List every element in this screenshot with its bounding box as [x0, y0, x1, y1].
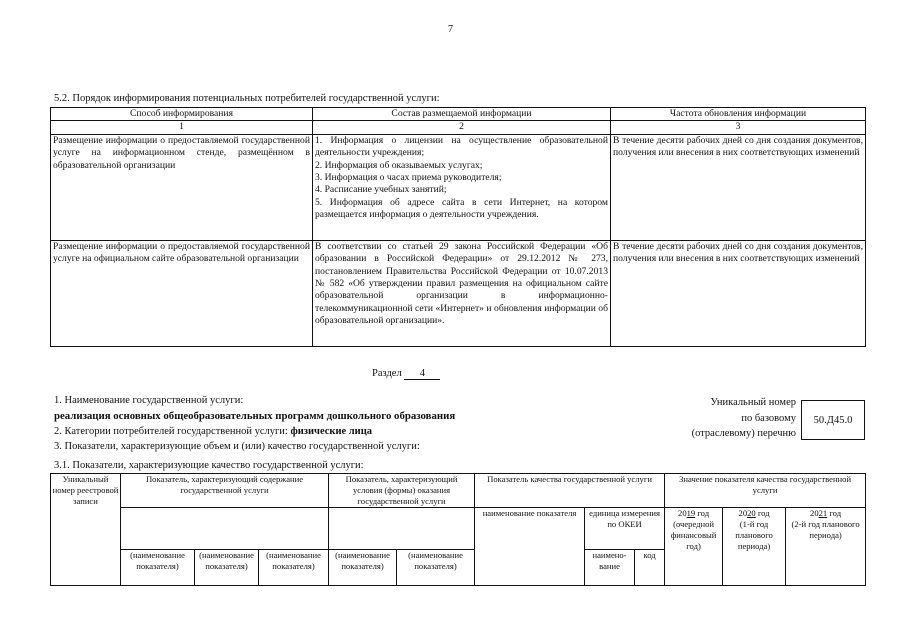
unique-number-label [692, 395, 796, 442]
unit-code: код [635, 550, 665, 586]
section-5-2-heading: 5.2. Порядок информирования потенциальных потребителей государственной услуги: [54, 93, 440, 104]
col-values: Значение показателя качества государственной услуги [665, 474, 866, 508]
consumers-label: 2. Категории потребителей государственной услуги: [54, 426, 288, 437]
content-line: 1. Информация о лицензии на осуществление образовательной деятельности учреждения; [315, 134, 608, 159]
unique-number-line: Уникальный номер [710, 397, 796, 408]
year-value: 19 [686, 508, 696, 518]
method-cell: Размещение информации о предоставляемой государственной услуге на официальном сайте образовательной организации [51, 240, 313, 346]
year-2 [786, 508, 866, 586]
service-name-value: реализация основных общеобразовательных программ дошкольного образования [54, 410, 456, 422]
sub-name: (наименование показателя) [329, 550, 397, 586]
section-label: Раздел [372, 368, 402, 379]
year-suffix: год [757, 508, 770, 518]
content-cell: В соответствии со статьей 29 закона Российской Федерации «Об образовании в Российской Федерации» от 29.12.2012 № 273, постановлением Правительства Российской Федерации от 10.07.2013 № 582 «Об утверждении правил размещения на официальном сайте образовательной организации в информационно-телекоммуникационной сети «Интернет» и обновления информации об образовательной организации». [313, 240, 611, 346]
unique-number-line: (отраслевому) перечню [691, 428, 796, 439]
section-number: 4 [404, 368, 440, 380]
indicator-name: наименование показателя [475, 508, 585, 586]
year-suffix: год [829, 508, 842, 518]
informing-table [50, 107, 866, 347]
content-line: 2. Информация об оказываемых услугах; [315, 159, 483, 171]
unit-name: наимено-вание [585, 550, 635, 586]
year-desc: (2-й год планового периода) [791, 519, 860, 540]
col-header-method: Способ информирования [51, 108, 313, 121]
col-number: 1 [51, 121, 313, 134]
sub-name: (наименование показателя) [121, 550, 195, 586]
col-registry: Уникальный номер реестровой записи [51, 474, 121, 586]
year-prefix: 20 [678, 508, 687, 518]
content-line: 4. Расписание учебных занятий; [315, 184, 447, 196]
frequency-cell: В течение десяти рабочих дней со дня создания документов, получения или внесения в них соответствующих изменений [611, 240, 866, 346]
indicators-label: 3. Показатели, характеризующие объем и (или) качество государственной услуги: [54, 441, 420, 452]
quality-label: 3.1. Показатели, характеризующие качество государственной услуги: [54, 460, 364, 471]
year-value: 20 [747, 508, 756, 518]
frequency-cell: В течение десяти рабочих дней со дня создания документов, получения или внесения в них соответствующих изменений [611, 134, 866, 240]
sub-name: (наименование показателя) [195, 550, 259, 586]
content-line: 3. Информация о часах приема руководителя; [315, 172, 502, 184]
col-header-frequency: Частота обновления информации [611, 108, 866, 121]
content-spacer [121, 508, 329, 550]
year-0 [665, 508, 723, 586]
quality-table [50, 473, 866, 586]
year-prefix: 20 [738, 508, 748, 518]
page-number: 7 [448, 24, 453, 35]
col-conditions: Показатель, характеризующий условия (формы) оказания государственной услуги [329, 474, 475, 508]
year-desc: (очередной финансовый год) [670, 519, 717, 551]
sub-name: (наименование показателя) [259, 550, 329, 586]
unique-number-code: 50.Д45.0 [801, 400, 865, 440]
col-content: Показатель, характеризующий содержание государственной услуги [121, 474, 329, 508]
table-row [51, 134, 866, 240]
col-number: 2 [313, 121, 611, 134]
year-prefix: 20 [810, 508, 819, 518]
conditions-spacer [329, 508, 475, 550]
sub-name: (наименование показателя) [397, 550, 475, 586]
consumers-value: физические лица [290, 426, 373, 437]
unit-okei: единица измерения по ОКЕИ [585, 508, 665, 550]
section-title [372, 368, 440, 380]
content-line: 5. Информация об адресе сайта в сети Интернет, на котором размещается информация о деятельности учреждения. [315, 196, 608, 221]
col-quality: Показатель качества государственной услуги [475, 474, 665, 508]
year-1 [723, 508, 786, 586]
col-header-content: Состав размещаемой информации [313, 108, 611, 121]
year-desc: (1-й год планового периода) [735, 519, 773, 551]
table-row [51, 240, 866, 346]
method-cell: Размещение информации о предоставляемой государственной услуге на информационном стенде, размещённом в образовательной организации [51, 134, 313, 240]
year-value: 21 [818, 508, 828, 518]
year-suffix: год [697, 508, 710, 518]
consumers-line [54, 426, 372, 437]
unique-number-line: по базовому [741, 412, 796, 424]
content-cell [313, 134, 611, 240]
col-number: 3 [611, 121, 866, 134]
service-name-label: 1. Наименование государственной услуги: [54, 395, 244, 406]
